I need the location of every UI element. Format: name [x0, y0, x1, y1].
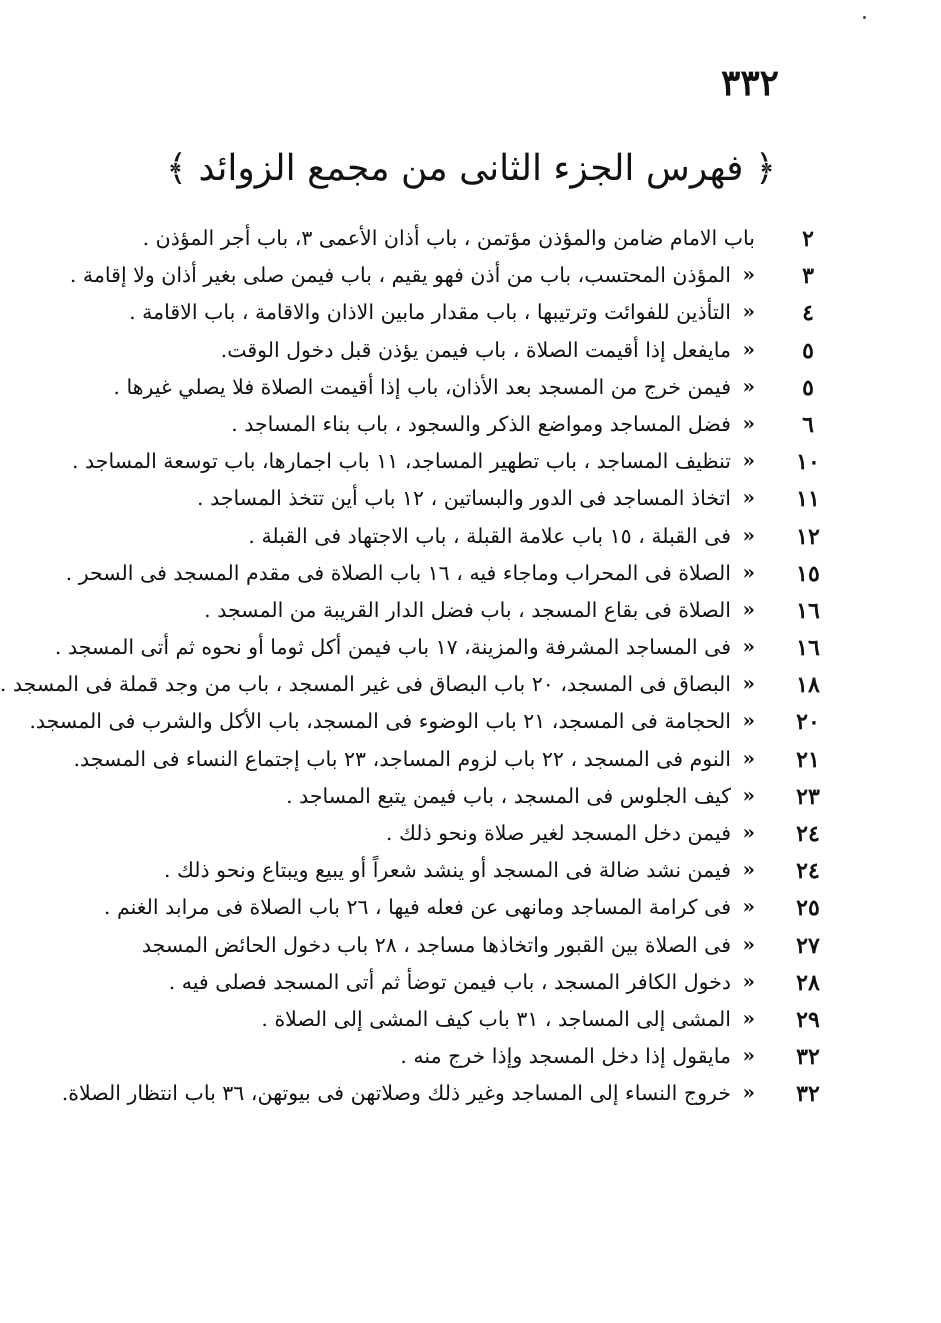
- ditto-mark: «: [742, 820, 755, 844]
- entry-page-number: ٢٩: [796, 1006, 820, 1033]
- ditto-mark: «: [742, 1043, 755, 1068]
- index-entry: [141, 780, 831, 817]
- index-entry: [141, 408, 831, 445]
- ditto-mark: «: [742, 745, 755, 770]
- entry-text: دخول الكافر المسجد ، باب فيمن توضأ ثم أتى المسجد فصلى فيه .: [168, 969, 731, 994]
- index-entry: [141, 222, 831, 259]
- index-entry: [69, 259, 831, 296]
- index-entry: [103, 891, 831, 928]
- entry-page-number: ١٨: [796, 672, 820, 699]
- entry-text: فيمن خرج من المسجد بعد الأذان، باب إذا أقيمت الصلاة فلا يصلي غيرها .: [113, 374, 731, 399]
- ditto-mark: «: [742, 336, 755, 361]
- entry-page-number: ٢٤: [796, 858, 820, 885]
- ditto-mark: «: [742, 671, 755, 696]
- scan-speck: [863, 16, 866, 19]
- entry-page-number: ٣٢: [796, 1044, 820, 1071]
- entry-text: فيمن نشد ضالة فى المسجد أو ينشد شعراً أو يبيع ويبتاع ونحو ذلك .: [163, 858, 731, 883]
- entry-text: المشى إلى المساجد ، ٣١ باب كيف المشى إلى الصلاة .: [261, 1006, 731, 1031]
- entry-text: فى القبلة ، ١٥ باب علامة القبلة ، باب الاجتهاد فى القبلة .: [248, 523, 731, 548]
- entry-text: فى كرامة المساجد ومانهى عن فعله فيها ، ٢٦ باب الصلاة فى مرابد الغنم .: [103, 895, 731, 920]
- ditto-mark: «: [742, 1080, 755, 1105]
- index-entry: [141, 334, 831, 371]
- index-entry-list: [0, 222, 831, 1115]
- entry-page-number: ٢٠: [796, 709, 820, 736]
- ditto-mark: «: [742, 596, 755, 621]
- ditto-mark: «: [742, 857, 755, 882]
- ditto-mark: «: [742, 931, 755, 956]
- ditto-mark: «: [742, 1005, 755, 1030]
- ditto-mark: «: [742, 448, 755, 473]
- entry-page-number: ٥: [802, 337, 814, 364]
- entry-text: تنظيف المساجد ، باب تطهير المساجد، ١١ باب اجمارها، باب توسعة المساجد .: [72, 449, 731, 474]
- page-number: ٣٣٢: [720, 62, 779, 104]
- index-entry: [141, 482, 831, 519]
- entry-page-number: ١٠: [796, 449, 820, 476]
- entry-text: خروج النساء إلى المساجد وغير ذلك وصلاتهن فى بيوتهن، ٣٦ باب انتظار الصلاة.: [61, 1081, 731, 1106]
- entry-text: فيمن دخل المسجد لغير صلاة ونحو ذلك .: [385, 821, 731, 845]
- index-entry: [141, 966, 831, 1003]
- entry-page-number: ٢٧: [796, 932, 820, 959]
- ditto-mark: «: [742, 559, 755, 584]
- entry-text: مايقول إذا دخل المسجد وإذا خرج منه .: [400, 1044, 731, 1069]
- page-title: ﴿ فهرس الجزء الثانى من مجمع الزوائد ﴾: [165, 148, 777, 189]
- index-entry: [141, 1040, 831, 1077]
- ditto-mark: «: [742, 373, 755, 398]
- index-entry: [141, 594, 831, 631]
- entry-page-number: ١٦: [796, 635, 820, 662]
- index-entry: [65, 557, 831, 594]
- entry-text: الصلاة فى بقاع المسجد ، باب فضل الدار القريبة من المسجد .: [204, 597, 731, 622]
- entry-page-number: ١٥: [796, 560, 820, 587]
- entry-page-number: ٢٨: [796, 969, 820, 996]
- entry-text: المؤذن المحتسب، باب من أذن فهو يقيم ، باب فيمن صلى بغير أذان ولا إقامة .: [69, 263, 731, 288]
- ditto-mark: «: [742, 522, 755, 547]
- entry-page-number: ٥: [802, 374, 814, 401]
- entry-text: الحجامة فى المسجد، ٢١ باب الوضوء فى المسجد، باب الأكل والشرب فى المسجد.: [29, 709, 731, 734]
- ditto-mark: «: [742, 968, 755, 993]
- entry-page-number: ٦: [802, 411, 814, 438]
- entry-text: فى الصلاة بين القبور واتخاذها مساجد ، ٢٨ باب دخول الحائض المسجد: [141, 932, 731, 957]
- entry-text: باب الامام ضامن والمؤذن مؤتمن ، باب أذان الأعمى ٣، باب أجر المؤذن .: [142, 226, 755, 250]
- index-entry: [141, 817, 831, 854]
- entry-page-number: ٢٤: [796, 821, 820, 847]
- index-entry: [141, 520, 831, 557]
- entry-text: مايفعل إذا أقيمت الصلاة ، باب فيمن يؤذن قبل دخول الوقت.: [220, 337, 731, 362]
- entry-text: الصلاة فى المحراب وماجاء فيه ، ١٦ باب الصلاة فى مقدم المسجد فى السحر .: [65, 560, 731, 585]
- entry-page-number: ٢: [802, 226, 814, 252]
- ditto-mark: «: [742, 782, 755, 807]
- entry-text: كيف الجلوس فى المسجد ، باب فيمن يتبع المساجد .: [286, 783, 731, 808]
- ditto-mark: «: [742, 708, 755, 733]
- index-entry: [141, 1003, 831, 1040]
- entry-text: النوم فى المسجد ، ٢٢ باب لزوم المساجد، ٢٣ باب إجتماع النساء فى المسجد.: [73, 746, 731, 771]
- index-entry: [29, 705, 831, 742]
- index-entry: [54, 631, 831, 668]
- entry-page-number: ١٦: [796, 597, 820, 624]
- entry-text: فى المساجد المشرفة والمزينة، ١٧ باب فيمن أكل ثوما أو نحوه ثم أتى المسجد .: [54, 635, 731, 660]
- entry-page-number: ٢٣: [796, 783, 820, 810]
- entry-page-number: ١١: [796, 486, 820, 513]
- entry-page-number: ٢١: [796, 746, 820, 773]
- entry-text: فضل المساجد ومواضع الذكر والسجود ، باب بناء المساجد .: [231, 411, 731, 436]
- entry-page-number: ٣٢: [796, 1081, 820, 1108]
- ditto-mark: «: [742, 410, 755, 435]
- index-entry: [141, 854, 831, 891]
- index-entry: [113, 371, 831, 408]
- entry-page-number: ٢٥: [796, 895, 820, 922]
- entry-page-number: ١٢: [796, 523, 820, 550]
- entry-page-number: ٣: [802, 263, 814, 290]
- index-entry: [0, 668, 831, 705]
- ditto-mark: «: [742, 299, 755, 324]
- ditto-mark: «: [742, 634, 755, 659]
- index-entry: [61, 1077, 831, 1114]
- ditto-mark: «: [742, 894, 755, 919]
- ditto-mark: «: [742, 262, 755, 287]
- entry-text: البصاق فى المسجد، ٢٠ باب البصاق فى غير المسجد ، باب من وجد قملة فى المسجد .: [0, 672, 731, 697]
- entry-text: اتخاذ المساجد فى الدور والبساتين ، ١٢ باب أين تتخذ المساجد .: [197, 486, 731, 511]
- entry-text: التأذين للفوائت وترتيبها ، باب مقدار مابين الاذان والاقامة ، باب الاقامة .: [129, 300, 731, 325]
- index-entry: [129, 296, 831, 333]
- entry-page-number: ٤: [802, 300, 814, 327]
- ditto-mark: «: [742, 485, 755, 510]
- index-entry: [72, 445, 831, 482]
- index-entry: [73, 743, 831, 780]
- index-entry: [141, 929, 831, 966]
